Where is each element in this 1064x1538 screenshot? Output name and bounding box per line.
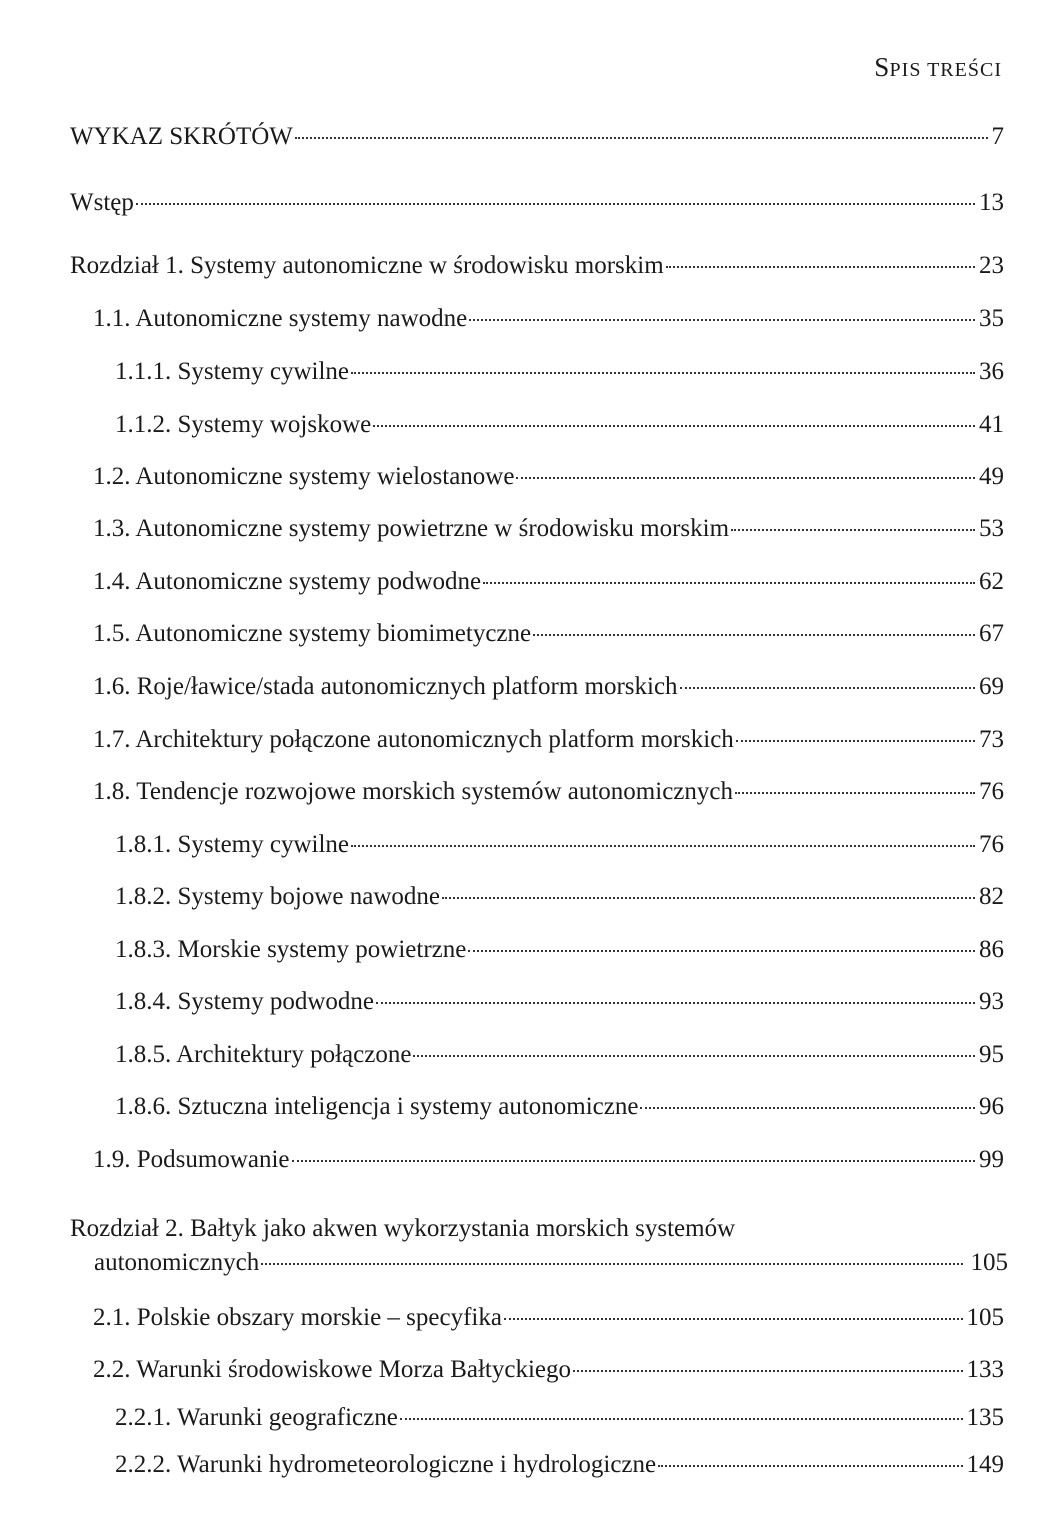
toc-entry-page: 76: [979, 831, 1004, 858]
toc-entry-page: 13: [979, 189, 1004, 216]
toc-entry-label: 1.1.1. Systemy cywilne: [115, 358, 350, 385]
page-title-initial: S: [874, 52, 890, 82]
toc-entry-label: Wstęp: [70, 189, 134, 216]
toc-entry-page: 49: [979, 463, 1004, 490]
toc-entry-label: 1.3. Autonomiczne systemy powietrzne w środowisku morskim: [93, 515, 730, 542]
toc-entry-label: 1.8.6. Sztuczna inteligencja i systemy autonomiczne: [115, 1093, 639, 1120]
toc-entry: [93, 1301, 1004, 1333]
toc-entry: [93, 1143, 1004, 1175]
dot-leader: [413, 1033, 975, 1057]
dot-leader: [736, 718, 975, 742]
toc-entry-page: 35: [979, 305, 1004, 332]
toc-entry: [70, 186, 1004, 218]
toc-entry-label: 1.8.2. Systemy bojowe nawodne: [115, 883, 440, 910]
toc-entry-label: 1.8.3. Morskie systemy powietrzne: [115, 936, 467, 963]
toc-entry-label: 1.6. Roje/ławice/stada autonomicznych platform morskich: [93, 673, 678, 700]
dot-leader: [295, 115, 988, 139]
dot-leader: [442, 875, 975, 899]
toc-entry-page: 86: [979, 936, 1004, 963]
dot-leader: [136, 181, 975, 205]
toc-entry-label: 1.8.1. Systemy cywilne: [115, 831, 350, 858]
toc-entry-page: 69: [979, 673, 1004, 700]
toc-entry: [93, 565, 1004, 597]
toc-entry: [115, 828, 1004, 860]
dot-leader: [351, 823, 975, 847]
toc-entry: [115, 1090, 1004, 1122]
toc-entry-label: 1.7. Architektury połączone autonomicznych platform morskich: [93, 726, 734, 753]
dot-leader: [735, 770, 975, 794]
toc-entry: [93, 617, 1004, 649]
toc-entry: [115, 933, 1004, 965]
toc-entry-label: 1.8.4. Systemy podwodne: [115, 988, 375, 1015]
dot-leader: [731, 507, 975, 531]
toc-entry: [93, 460, 1004, 492]
dot-leader: [261, 1241, 962, 1265]
toc-entry: [93, 512, 1004, 544]
toc-entry-page: 105: [966, 1304, 1004, 1331]
toc-entry-label: 1.8.5. Architektury połączone: [115, 1041, 412, 1068]
toc-entry-label: 1.8. Tendencje rozwojowe morskich systemów autonomicznych: [93, 778, 733, 805]
toc-entry: [115, 1401, 1004, 1433]
toc-entry-label: 1.4. Autonomiczne systemy podwodne: [93, 568, 482, 595]
dot-leader: [573, 1348, 963, 1372]
toc-entry: [93, 302, 1004, 334]
toc-entry-page: 95: [979, 1041, 1004, 1068]
dot-leader: [376, 980, 975, 1004]
toc-entry-label: 2.2.1. Warunki geograficzne: [115, 1404, 398, 1431]
toc-entry-page: 23: [979, 252, 1004, 279]
toc-entry-label: 1.1. Autonomiczne systemy nawodne: [93, 305, 468, 332]
toc-entry-page: 76: [979, 778, 1004, 805]
page-title-rest: PIS TREŚCI: [889, 59, 1002, 81]
dot-leader: [516, 455, 975, 479]
toc-entry-page: 53: [979, 515, 1004, 542]
toc-entry: [115, 1448, 1004, 1480]
toc-entry-page: 82: [979, 883, 1004, 910]
toc-entry-label: 2.1. Polskie obszary morskie – specyfika: [93, 1304, 502, 1331]
toc-entry-label: 1.9. Podsumowanie: [93, 1146, 290, 1173]
toc-entry-page: 67: [979, 620, 1004, 647]
toc-entry: [93, 723, 1004, 755]
toc-entry: [70, 249, 1004, 281]
toc-entry-page: 96: [979, 1093, 1004, 1120]
toc-entry: [93, 775, 1004, 807]
toc-entry: [93, 670, 1004, 702]
toc-entry-label: Rozdział 1. Systemy autonomiczne w środowisku morskim: [70, 252, 664, 279]
dot-leader: [469, 297, 975, 321]
toc-entry: [115, 355, 1004, 387]
page-title: [874, 52, 1002, 83]
toc-entry-page: 36: [979, 358, 1004, 385]
toc-entry-page: 41: [979, 411, 1004, 438]
dot-leader: [666, 244, 975, 268]
toc-entry-page: 73: [979, 726, 1004, 753]
dot-leader: [640, 1085, 975, 1109]
toc-entry-page: 62: [979, 568, 1004, 595]
toc-entry-label: 2.2.2. Warunki hydrometeorologiczne i hydrologiczne: [115, 1451, 657, 1478]
toc-entry-page: 149: [966, 1451, 1004, 1478]
toc-entry: [115, 880, 1004, 912]
toc-entry: [70, 120, 1004, 152]
toc-entry-page: 105: [970, 1249, 1008, 1276]
dot-leader: [292, 1138, 975, 1162]
toc-entry-page: 7: [991, 123, 1004, 150]
toc-entry-page: 133: [966, 1356, 1004, 1383]
dot-leader: [658, 1443, 962, 1467]
dot-leader: [680, 665, 975, 689]
dot-leader: [533, 612, 975, 636]
dot-leader: [351, 350, 975, 374]
toc-entry-page: 135: [966, 1404, 1004, 1431]
toc-entry: [93, 1353, 1004, 1385]
toc-entry-label: 1.2. Autonomiczne systemy wielostanowe: [93, 463, 515, 490]
toc-entry-page: 99: [979, 1146, 1004, 1173]
toc-entry: [115, 985, 1004, 1017]
dot-leader: [373, 403, 975, 427]
toc-entry-page: 93: [979, 988, 1004, 1015]
dot-leader: [468, 928, 975, 952]
toc-entry-label: 2.2. Warunki środowiskowe Morza Bałtyckiego: [93, 1356, 571, 1383]
dot-leader: [400, 1396, 963, 1420]
toc-entry-label: WYKAZ SKRÓTÓW: [70, 123, 293, 150]
toc-entry-label: 1.1.2. Systemy wojskowe: [115, 411, 372, 438]
toc-entry: [115, 408, 1004, 440]
toc-entry-chapter-2: [70, 1212, 1008, 1280]
toc-entry: [115, 1038, 1004, 1070]
toc-entry-label: 1.5. Autonomiczne systemy biomimetyczne: [93, 620, 532, 647]
toc-entry-label-cont: autonomicznych: [94, 1249, 260, 1276]
dot-leader: [504, 1296, 963, 1320]
toc-entry-continuation: [70, 1246, 1008, 1280]
dot-leader: [483, 560, 975, 584]
toc-entry-label: Rozdział 2. Bałtyk jako akwen wykorzystania morskich systemów: [70, 1215, 736, 1242]
